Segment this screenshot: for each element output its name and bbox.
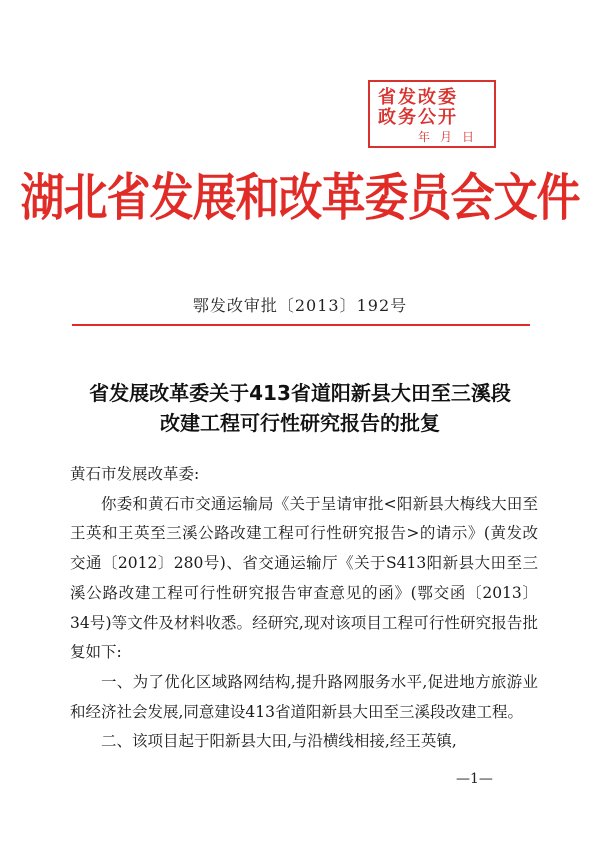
red-divider-line	[72, 324, 530, 326]
document-header-title: 湖北省发展和改革委员会文件	[20, 169, 580, 228]
body-paragraph-1: 你委和黄石市交通运输局《关于呈请审批<阳新县大梅线大田至王英和王英至三溪公路改建工程可行性研究报告>的请示》(黄发改交通〔2012〕280号)、省交通运输厅《关于S413阳新县大田至三溪公路改建工程可行性研究报告审查意见的函》(鄂交函〔2013〕34号)等文件及材料收悉。经研究,现对该项目工程可行性研究报告批复如下:	[70, 494, 538, 662]
document-number: 鄂发改审批〔2013〕192号	[192, 296, 408, 315]
body-paragraph-2: 一、为了优化区域路网结构,提升路网服务水平,促进地方旅游业和经济社会发展,同意建设413省道阳新县大田至三溪段改建工程。	[70, 672, 538, 721]
document-body	[70, 460, 538, 757]
stamp-date: 年月日	[417, 130, 484, 144]
disclosure-stamp	[368, 80, 496, 148]
body-paragraph-3: 二、该项目起于阳新县大田,与沿横线相接,经王英镇,	[101, 732, 457, 751]
page-number: —1—	[456, 771, 493, 787]
document-title-line-1: 省发展改革委关于413省道阳新县大田至三溪段	[89, 381, 511, 405]
salutation: 黄石市发展改革委:	[70, 465, 200, 483]
stamp-line-1: 省发改委	[378, 87, 458, 108]
stamp-line-2: 政务公开	[378, 107, 458, 128]
document-title-line-2: 改建工程可行性研究报告的批复	[160, 411, 440, 435]
document-title	[0, 378, 600, 438]
